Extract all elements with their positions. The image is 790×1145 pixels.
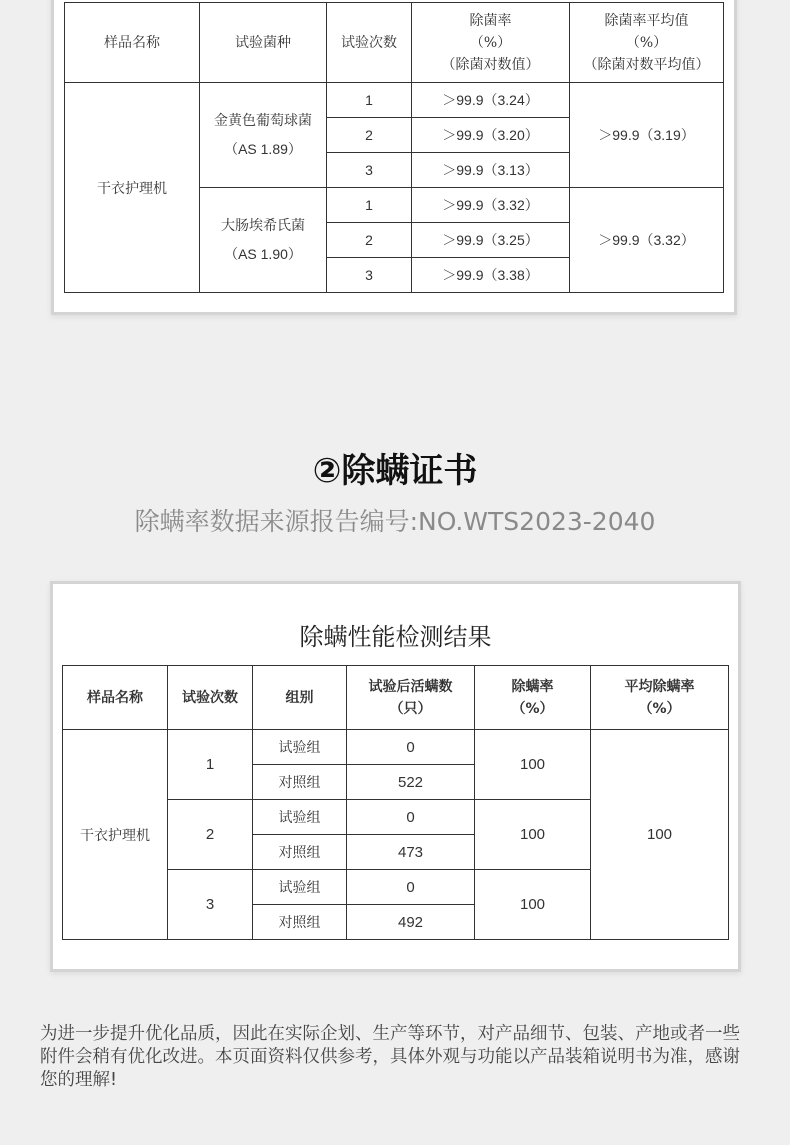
- live-mites-cell: 0: [347, 870, 475, 905]
- trial-no-cell: 1: [327, 188, 412, 223]
- strain-cell: 金黄色葡萄球菌 （AS 1.89）: [200, 83, 327, 188]
- live-mites-cell: 0: [347, 730, 475, 765]
- live-mites-cell: 492: [347, 905, 475, 940]
- rate-cell: ＞99.9（3.38）: [412, 258, 570, 293]
- mite-removal-table: [62, 665, 729, 940]
- group-cell: 试验组: [253, 870, 347, 905]
- header-sample-name: 样品名称: [63, 666, 168, 730]
- sample-name-cell: 干衣护理机: [63, 730, 168, 940]
- trial-no-cell: 2: [327, 118, 412, 153]
- trial-no-cell: 2: [327, 223, 412, 258]
- antibacterial-result-card: [51, 0, 737, 315]
- header-live-mites: 试验后活螨数 （只）: [347, 666, 475, 730]
- rate-cell: ＞99.9（3.20）: [412, 118, 570, 153]
- rate-cell: ＞99.9（3.24）: [412, 83, 570, 118]
- group-cell: 试验组: [253, 800, 347, 835]
- rate-cell: 100: [475, 870, 591, 940]
- mite-removal-result-card: [50, 581, 741, 972]
- header-sample-name: 样品名称: [65, 3, 200, 83]
- rate-cell: ＞99.9（3.25）: [412, 223, 570, 258]
- header-trial-no: 试验次数: [168, 666, 253, 730]
- rate-cell: ＞99.9（3.32）: [412, 188, 570, 223]
- average-rate-cell: ＞99.9（3.32）: [570, 188, 724, 293]
- strain-cell: 大肠埃希氏菌 （AS 1.90）: [200, 188, 327, 293]
- table-header-row: [65, 3, 724, 83]
- section-title: ②除螨证书: [312, 451, 478, 491]
- header-average-rate: 除菌率平均值 （%） （除菌对数平均值）: [570, 3, 724, 83]
- rate-cell: 100: [475, 730, 591, 800]
- trial-no-cell: 1: [168, 730, 253, 800]
- trial-no-cell: 3: [327, 153, 412, 188]
- report-number-subtitle: 除螨率数据来源报告编号:NO.WTS2023-2040: [134, 507, 656, 536]
- rate-cell: ＞99.9（3.13）: [412, 153, 570, 188]
- header-group: 组别: [253, 666, 347, 730]
- live-mites-cell: 522: [347, 765, 475, 800]
- header-average-rate: 平均除螨率 （%）: [591, 666, 729, 730]
- group-cell: 试验组: [253, 730, 347, 765]
- header-mite-removal-rate: 除螨率 （%）: [475, 666, 591, 730]
- header-strain: 试验菌种: [200, 3, 327, 83]
- group-cell: 对照组: [253, 905, 347, 940]
- card-title: 除螨性能检测结果: [299, 623, 492, 651]
- antibacterial-table: [64, 2, 724, 293]
- sample-name-cell: 干衣护理机: [65, 83, 200, 293]
- trial-no-cell: 3: [327, 258, 412, 293]
- trial-no-cell: 1: [327, 83, 412, 118]
- live-mites-cell: 473: [347, 835, 475, 870]
- group-cell: 对照组: [253, 835, 347, 870]
- trial-no-cell: 3: [168, 870, 253, 940]
- average-rate-cell: ＞99.9（3.19）: [570, 83, 724, 188]
- trial-no-cell: 2: [168, 800, 253, 870]
- disclaimer-text: 为进一步提升优化品质，因此在实际企划、生产等环节，对产品细节、包装、产地或者一些附件会稍有优化改进。本页面资料仅供参考，具体外观与功能以产品装箱说明书为准，感谢您的理解!: [40, 1024, 740, 1090]
- average-rate-cell: 100: [591, 730, 729, 940]
- group-cell: 对照组: [253, 765, 347, 800]
- table-header-row: [63, 666, 729, 730]
- table-row: [63, 730, 729, 765]
- header-trial-no: 试验次数: [327, 3, 412, 83]
- table-row: [65, 83, 724, 118]
- live-mites-cell: 0: [347, 800, 475, 835]
- rate-cell: 100: [475, 800, 591, 870]
- header-rate: 除菌率 （%） （除菌对数值）: [412, 3, 570, 83]
